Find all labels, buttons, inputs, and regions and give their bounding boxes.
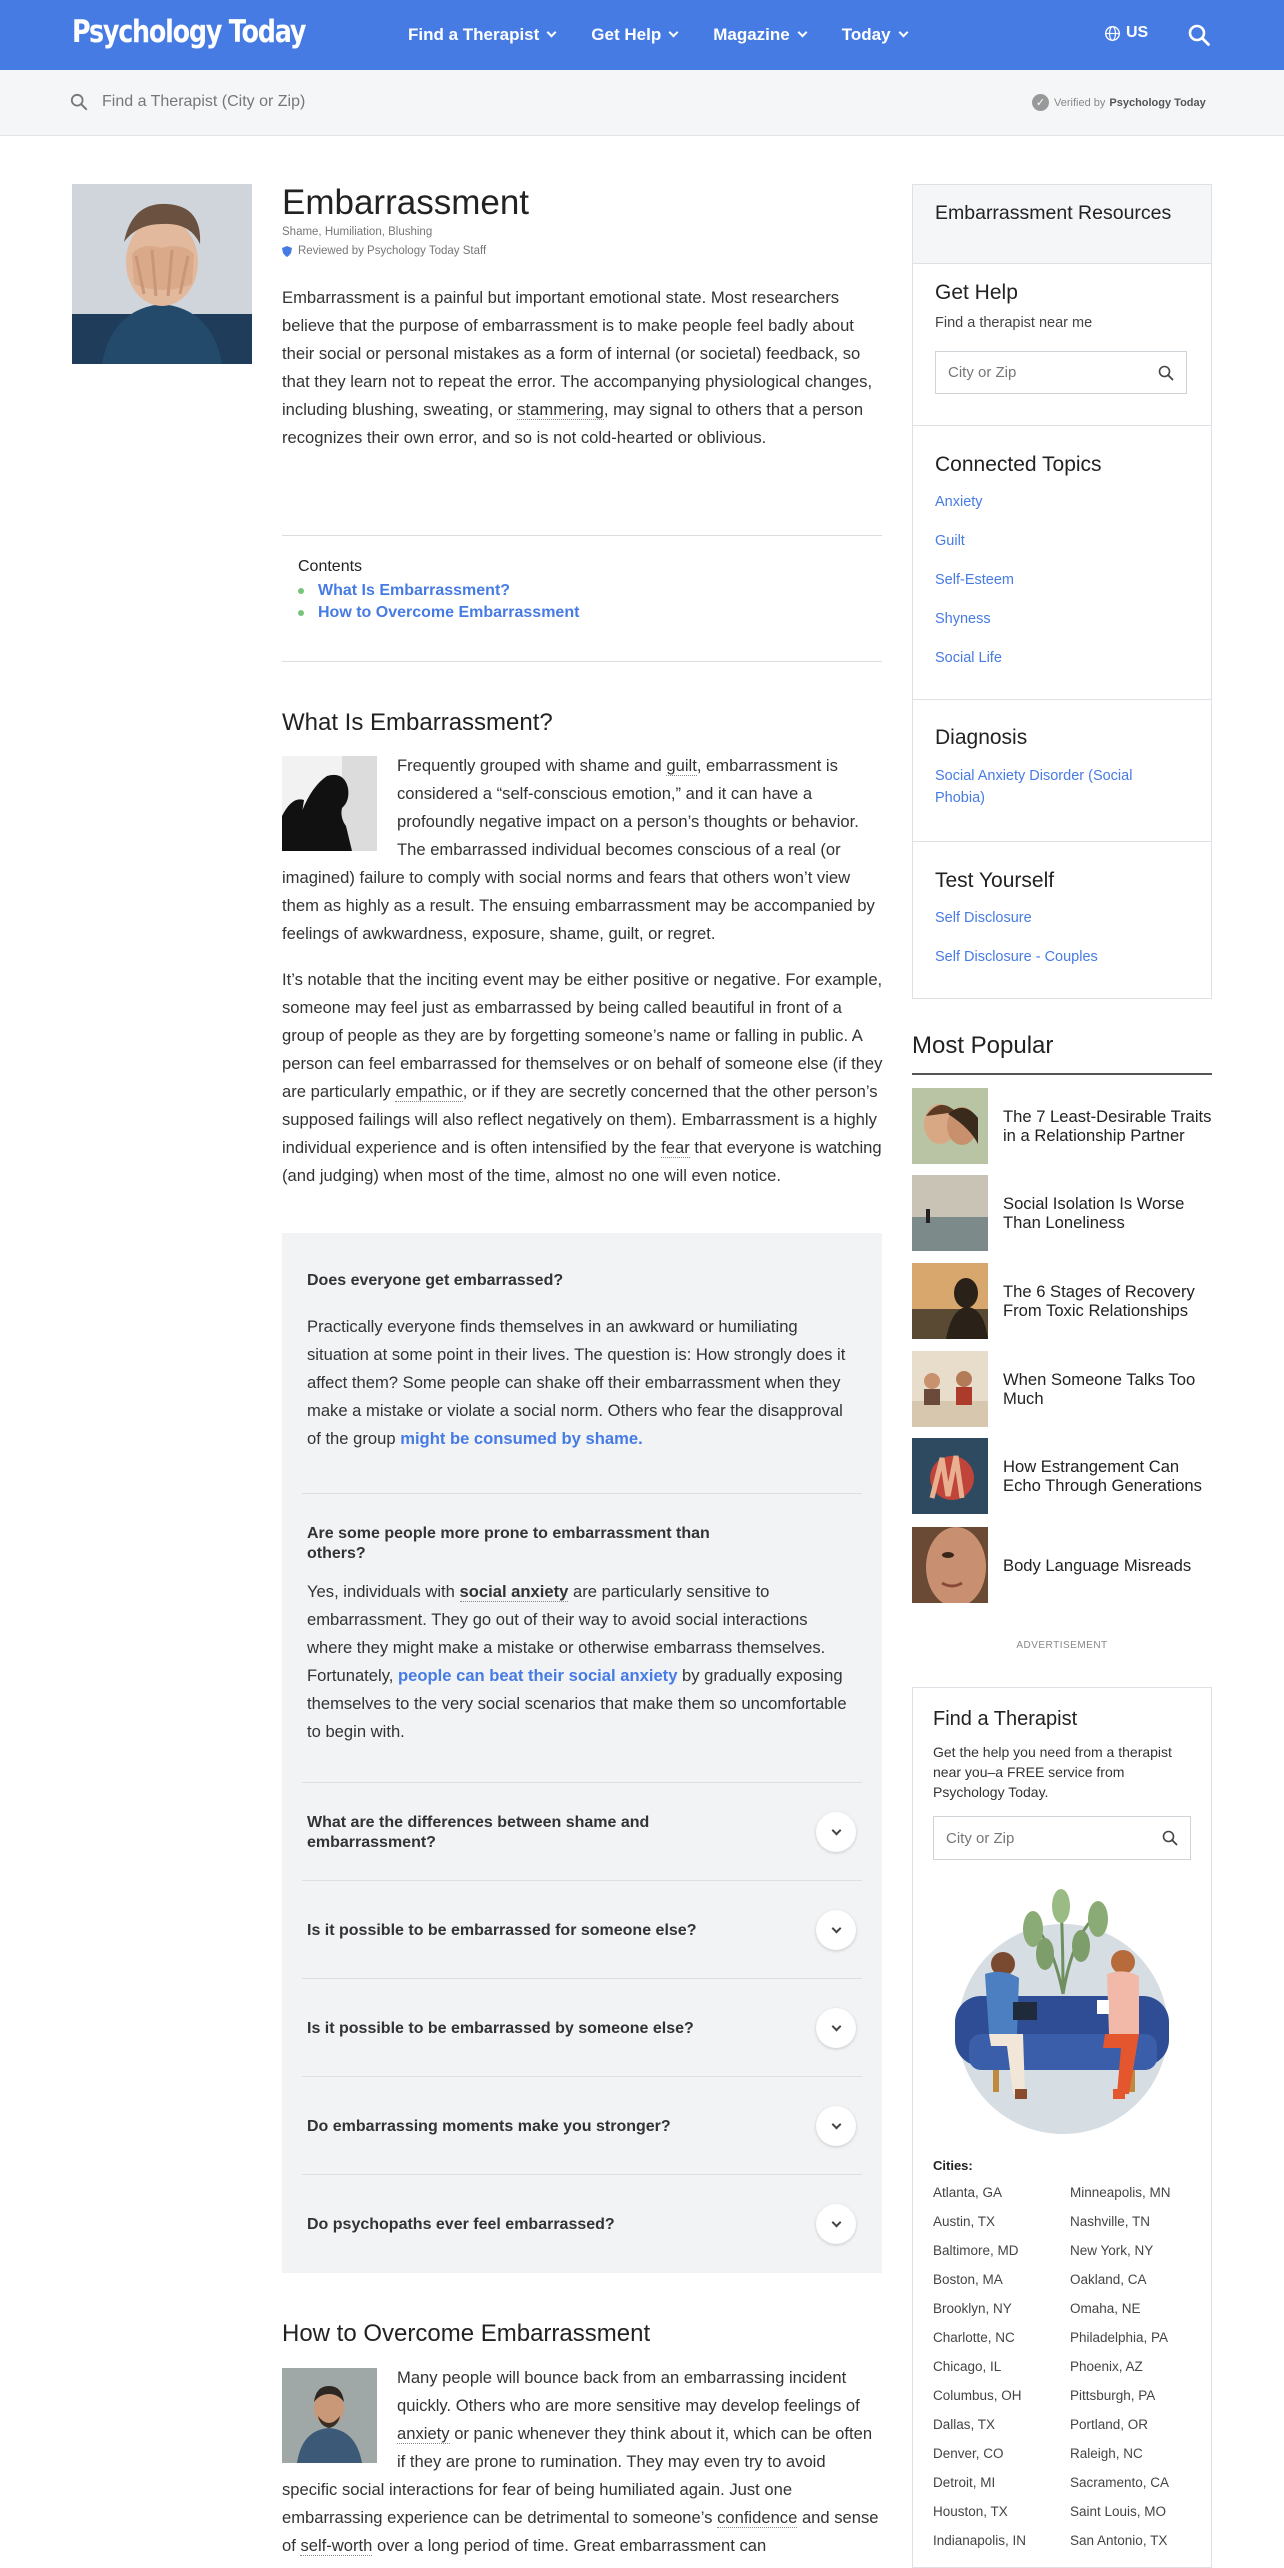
- link-self-worth[interactable]: self-worth: [300, 2536, 373, 2555]
- faq-question-collapsed[interactable]: Do psychopaths ever feel embarrassed?: [307, 2216, 615, 2233]
- section-heading-what: What Is Embarrassment?: [282, 709, 553, 736]
- cities-label: Cities:: [933, 2158, 973, 2173]
- page-title: Embarrassment: [282, 183, 530, 222]
- site-logo[interactable]: Psychology Today: [72, 14, 306, 50]
- popular-article[interactable]: The 6 Stages of Recovery From Toxic Relationships: [912, 1263, 1212, 1339]
- search-icon[interactable]: [1162, 1830, 1178, 1846]
- faq-panel: [282, 1233, 882, 2273]
- city-link[interactable]: Brooklyn, NY: [933, 2301, 1012, 2316]
- chevron-down-icon: [669, 28, 679, 38]
- therapist-search-input[interactable]: Find a Therapist (City or Zip): [102, 93, 306, 110]
- faq-divider: [302, 1782, 862, 1783]
- link-confidence[interactable]: confidence: [717, 2508, 798, 2527]
- section-divider: [913, 699, 1211, 700]
- table-of-contents: [282, 535, 882, 662]
- chevron-down-icon: [831, 1923, 841, 1933]
- section-divider: [913, 425, 1211, 426]
- section-paragraph: It’s notable that the inciting event may be either positive or negative. For example, someone may feel just as embarrassed by being called beautiful in front of a group of people as they are by forgetting someone’s name or falling in public. A person can feel embarrassed for themselves or on behalf of someone else (if they are particularly empathic, or if they are secretly concerned that the other person’s supposed failings will also reflect negatively on them). Embarrassment is a highly individual experience and is often intensified by the fear that everyone is watching (and judging) when most of the time, almost no one will even notice.: [282, 970, 883, 1185]
- chevron-down-icon: [831, 2119, 841, 2129]
- link-beat-social-anxiety[interactable]: people can beat their social anxiety: [398, 1666, 678, 1685]
- city-link[interactable]: Pittsburgh, PA: [1070, 2388, 1156, 2403]
- faq-question[interactable]: Does everyone get embarrassed?: [307, 1272, 564, 1289]
- city-link[interactable]: Raleigh, NC: [1070, 2446, 1143, 2461]
- section-rule: [912, 1073, 1212, 1075]
- verified-badge: ✓ Verified by Psychology Today: [1032, 94, 1206, 111]
- diagnosis-link[interactable]: Social Anxiety Disorder (Social Phobia): [935, 768, 1133, 806]
- faq-question-collapsed[interactable]: Do embarrassing moments make you stronger?: [307, 2118, 671, 2135]
- nav-find-therapist[interactable]: Find a Therapist: [408, 25, 555, 45]
- faq-divider: [302, 1978, 862, 1979]
- article-thumbnail: [912, 1351, 988, 1427]
- city-link[interactable]: Atlanta, GA: [933, 2185, 1003, 2200]
- city-link[interactable]: New York, NY: [1070, 2243, 1154, 2258]
- popular-article[interactable]: How Estrangement Can Echo Through Generations: [912, 1438, 1212, 1514]
- link-guilt[interactable]: guilt: [666, 756, 697, 775]
- shield-icon: [282, 246, 292, 257]
- test-yourself-title: Test Yourself: [935, 869, 1055, 892]
- city-link[interactable]: Nashville, TN: [1070, 2214, 1151, 2229]
- test-link[interactable]: Self Disclosure: [935, 910, 1032, 926]
- advertisement-label: ADVERTISEMENT: [1016, 1640, 1108, 1651]
- expand-button[interactable]: [816, 2106, 856, 2146]
- faq-question-collapsed[interactable]: What are the differences between shame and embarrassment?: [307, 1814, 650, 1851]
- expand-button[interactable]: [816, 2204, 856, 2244]
- silhouette-image: [282, 756, 377, 851]
- bullet-icon: [298, 588, 304, 594]
- region-selector[interactable]: US: [1104, 24, 1148, 42]
- chevron-down-icon: [831, 1825, 841, 1835]
- city-link[interactable]: Columbus, OH: [933, 2388, 1022, 2403]
- chevron-down-icon: [831, 2217, 841, 2227]
- topic-link[interactable]: Social Life: [935, 650, 1002, 666]
- diagnosis-title: Diagnosis: [935, 726, 1028, 749]
- search-icon[interactable]: [1158, 365, 1174, 381]
- city-link[interactable]: Omaha, NE: [1070, 2301, 1141, 2316]
- check-icon: ✓: [1032, 94, 1049, 111]
- city-link[interactable]: Austin, TX: [933, 2214, 996, 2229]
- toc-item[interactable]: How to Overcome Embarrassment: [298, 604, 866, 622]
- chevron-down-icon: [797, 28, 807, 38]
- popular-article[interactable]: When Someone Talks Too Much: [912, 1351, 1212, 1427]
- link-empathic[interactable]: empathic: [395, 1082, 463, 1101]
- top-navigation-bar: [0, 0, 1284, 70]
- link-fear[interactable]: fear: [661, 1138, 690, 1157]
- city-link[interactable]: Charlotte, NC: [933, 2330, 1015, 2345]
- article-thumbnail: [912, 1263, 988, 1339]
- contents-title: Contents: [298, 558, 363, 575]
- city-link[interactable]: Detroit, MI: [933, 2475, 996, 2490]
- chevron-down-icon: [831, 2021, 841, 2031]
- connected-topics-title: Connected Topics: [935, 453, 1102, 476]
- faq-question-collapsed[interactable]: Is it possible to be embarrassed for someone else?: [307, 1922, 697, 1939]
- city-link[interactable]: Minneapolis, MN: [1070, 2185, 1171, 2200]
- intro-paragraph: Embarrassment is a painful but important emotional state. Most researchers believe that the purpose of embarrassment is to make people feel badly about their social or personal mistakes as a form of internal (or societal) feedback, so that they learn not to repeat the error. The accompanying physiological changes, including blushing, sweating, or stammering, may signal to others that a person recognizes their own error, and so is not cold-hearted or oblivious.: [282, 288, 873, 447]
- section-heading-how: How to Overcome Embarrassment: [282, 2320, 651, 2347]
- section-divider: [913, 841, 1211, 842]
- get-help-title: Get Help: [935, 281, 1018, 304]
- section-paragraph: Many people will bounce back from an embarrassing incident quickly. Others who are more sensitive may develop feelings of anxiety or panic whenever they think about it, which can be often if they are prone to rumination. They may even try to avoid specific social interactions for fear of being humiliated again. Just one embarrassing experience can be detrimental to someone’s confidence and sense of self-worth over a long period of time. Great embarrassment can: [282, 2368, 879, 2555]
- city-link[interactable]: Phoenix, AZ: [1070, 2359, 1143, 2374]
- chevron-down-icon: [547, 28, 557, 38]
- city-link[interactable]: Sacramento, CA: [1070, 2475, 1170, 2490]
- faq-answer: Practically everyone finds themselves in an awkward or humiliating situation at some point in their lives. The question is: How strongly does it affect them? Some people can shake off their embarrassment when they make a mistake or violate a social norm. Others who fear the disapproval of the group might be consumed by shame.: [307, 1317, 846, 1448]
- topic-link[interactable]: Shyness: [935, 611, 991, 627]
- link-social-anxiety[interactable]: social anxiety: [459, 1582, 569, 1601]
- article-thumbnail: [912, 1438, 988, 1514]
- search-icon[interactable]: [1187, 23, 1211, 47]
- city-link[interactable]: San Antonio, TX: [1070, 2533, 1168, 2548]
- link-stammering[interactable]: stammering: [517, 400, 604, 419]
- city-link[interactable]: Indianapolis, IN: [933, 2533, 1027, 2548]
- therapist-search-bar: [0, 70, 1284, 136]
- topic-link[interactable]: Anxiety: [935, 494, 983, 510]
- search-icon: [70, 93, 88, 111]
- also-known-as: Shame, Humiliation, Blushing: [282, 226, 433, 238]
- link-consumed-by-shame[interactable]: might be consumed by shame.: [400, 1429, 643, 1448]
- city-link[interactable]: Dallas, TX: [933, 2417, 996, 2432]
- city-link[interactable]: Saint Louis, MO: [1070, 2504, 1167, 2519]
- expand-button[interactable]: [816, 1812, 856, 1852]
- city-link[interactable]: Houston, TX: [933, 2504, 1008, 2519]
- city-link[interactable]: Portland, OR: [1070, 2417, 1149, 2432]
- resources-title: Embarrassment Resources: [913, 185, 1211, 264]
- nav-get-help[interactable]: Get Help: [591, 25, 677, 45]
- faq-answer: Yes, individuals with social anxiety are particularly sensitive to embarrassment. They go out of their way to avoid social interactions where they might make a mistake or otherwise embarrass themselves. Fortunately, people can beat their social anxiety by gradually exposing themselves to the very social scenarios that make them so uncomfortable to begin with.: [307, 1582, 847, 1741]
- popular-article[interactable]: Social Isolation Is Worse Than Loneliness: [912, 1175, 1212, 1251]
- main-nav: [408, 0, 943, 70]
- topic-link[interactable]: Self-Esteem: [935, 572, 1014, 588]
- city-link[interactable]: Denver, CO: [933, 2446, 1004, 2461]
- article-thumbnail: [912, 1175, 988, 1251]
- popular-article[interactable]: The 7 Least-Desirable Traits in a Relationship Partner: [912, 1088, 1212, 1164]
- globe-icon: [1104, 25, 1121, 42]
- city-zip-input[interactable]: City or Zip: [935, 351, 1187, 394]
- section-paragraph: Frequently grouped with shame and guilt, embarrassment is considered a “self-conscious emotion,” and it can have a profoundly negative impact on a person’s thoughts or behavior. The embarrassed individual becomes conscious of a real (or imagined) failure to comply with social norms and fears that others won’t view them as highly as a result. The ensuing embarrassment may be accompanied by feelings of awkwardness, exposure, shame, guilt, or regret.: [282, 756, 875, 943]
- faq-divider: [302, 1880, 862, 1881]
- reviewed-by: Reviewed by Psychology Today Staff: [282, 245, 486, 257]
- city-link[interactable]: Baltimore, MD: [933, 2243, 1019, 2258]
- most-popular-title: Most Popular: [912, 1032, 1054, 1059]
- find-therapist-subtitle: Get the help you need from a therapist near you–a FREE service from Psychology Today.: [933, 1744, 1172, 1800]
- resources-sidebar: [912, 184, 1212, 999]
- popular-article[interactable]: Body Language Misreads: [912, 1527, 1212, 1603]
- article-thumbnail: [912, 1527, 988, 1603]
- nav-magazine[interactable]: Magazine: [713, 25, 806, 45]
- topic-link[interactable]: Guilt: [935, 533, 965, 549]
- article-thumbnail: [912, 1088, 988, 1164]
- expand-button[interactable]: [816, 2008, 856, 2048]
- find-therapist-title: Find a Therapist: [933, 1708, 1078, 1730]
- toc-item[interactable]: What Is Embarrassment?: [298, 582, 866, 600]
- find-near-me: Find a therapist near me: [935, 315, 1093, 331]
- therapy-session-illustration: [933, 1884, 1193, 2134]
- city-link[interactable]: Chicago, IL: [933, 2359, 1002, 2374]
- find-therapist-widget: [912, 1687, 1212, 2568]
- expand-button[interactable]: [816, 1910, 856, 1950]
- test-link[interactable]: Self Disclosure - Couples: [935, 949, 1098, 965]
- city-zip-input[interactable]: City or Zip: [933, 1816, 1191, 1860]
- faq-divider: [302, 2174, 862, 2175]
- nav-today[interactable]: Today: [842, 25, 907, 45]
- faq-divider: [302, 1493, 862, 1494]
- chevron-down-icon: [898, 28, 908, 38]
- faq-question[interactable]: Are some people more prone to embarrassment than others?: [307, 1525, 710, 1562]
- city-link[interactable]: Oakland, CA: [1070, 2272, 1147, 2287]
- faq-divider: [302, 2076, 862, 2077]
- hero-image: [72, 184, 252, 364]
- bullet-icon: [298, 610, 304, 616]
- man-portrait-image: [282, 2368, 377, 2463]
- faq-question-collapsed[interactable]: Is it possible to be embarrassed by someone else?: [307, 2020, 694, 2037]
- city-link[interactable]: Boston, MA: [933, 2272, 1003, 2287]
- city-link[interactable]: Philadelphia, PA: [1070, 2330, 1169, 2345]
- link-anxiety[interactable]: anxiety: [397, 2424, 450, 2443]
